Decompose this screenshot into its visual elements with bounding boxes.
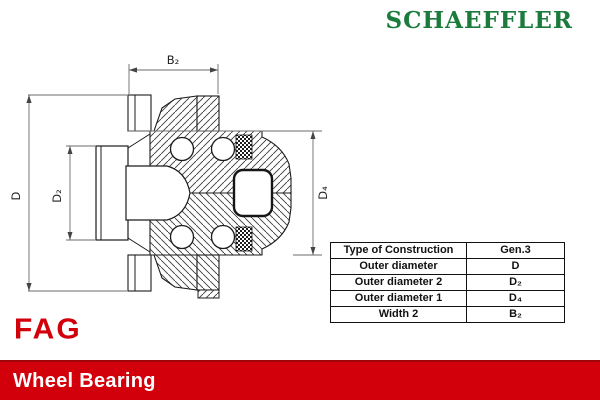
footer-bar (0, 360, 600, 400)
hub-bore (126, 166, 190, 220)
cv-joint-cavity (234, 170, 272, 216)
dim-label-d4: D₄ (316, 186, 330, 200)
table-row (331, 306, 564, 322)
outer-ring-flange-section (197, 96, 219, 131)
dim-label-d: D (9, 191, 23, 201)
spec-label: Outer diameter 2 (354, 276, 443, 288)
spec-label: Type of Construction (343, 244, 454, 256)
table-row (331, 258, 564, 274)
spec-table (330, 242, 565, 323)
spec-label: Width 2 (378, 308, 419, 320)
bearing-ball (212, 138, 235, 161)
abs-encoder-seal (236, 135, 252, 159)
table-row (331, 290, 564, 306)
dim-label-d2: D₂ (50, 189, 64, 203)
footer-title: Wheel Bearing (13, 369, 156, 392)
spec-label: Outer diameter 1 (354, 292, 443, 304)
bearing-ball (171, 138, 194, 161)
table-row (331, 274, 564, 290)
fag-logo: FAG (14, 314, 82, 346)
table-row (331, 243, 564, 258)
stud-base-section (198, 290, 219, 298)
spec-value: D₂ (466, 275, 564, 290)
schaeffler-logo: SCHAEFFLER (385, 7, 573, 34)
spec-value: B₂ (466, 307, 564, 322)
wheel-stud (128, 95, 151, 131)
spec-value: D (466, 259, 564, 274)
spec-value: Gen.3 (466, 243, 564, 258)
flange-neck-section (154, 96, 197, 131)
spec-value: D₄ (466, 291, 564, 306)
dim-label-b2: B₂ (166, 53, 180, 67)
spec-label: Outer diameter (359, 260, 438, 272)
